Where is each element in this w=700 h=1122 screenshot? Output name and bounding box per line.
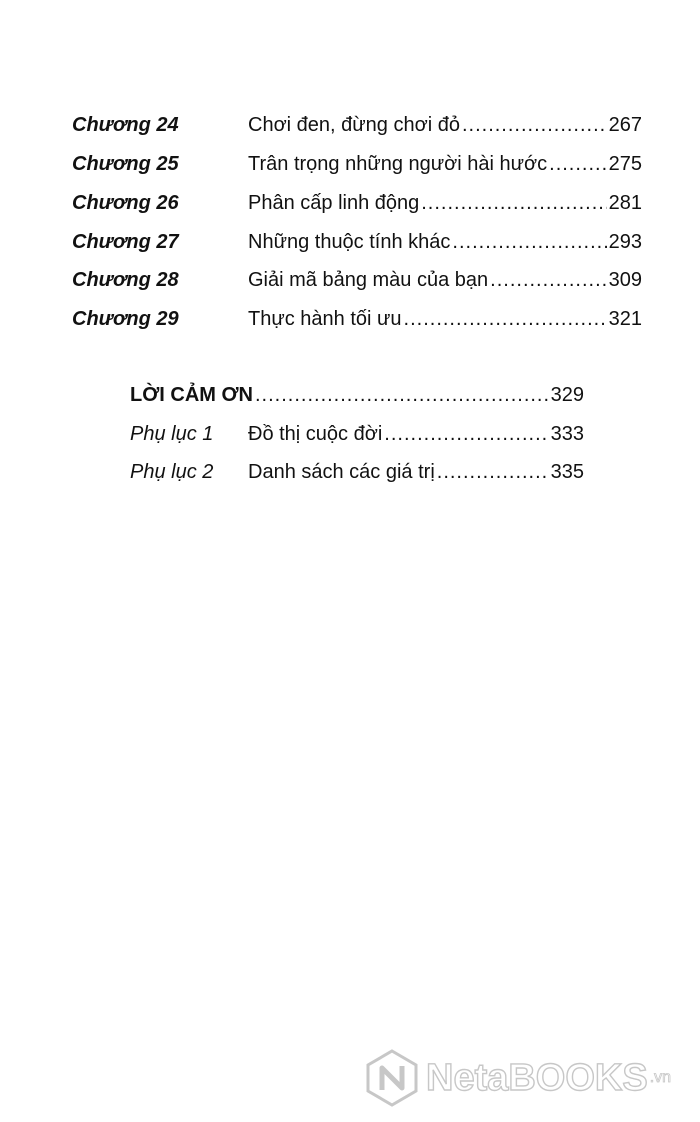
chapter-label: Chương 24 xyxy=(72,114,179,136)
chapter-entry xyxy=(248,265,642,295)
chapter-title: Thực hành tối ưu xyxy=(248,308,402,330)
toc-row-chapter-26[interactable] xyxy=(72,188,642,218)
watermark-suffix: .vn xyxy=(649,1069,672,1086)
page-number: 293 xyxy=(608,231,642,253)
page-number: 329 xyxy=(550,384,584,406)
page-number: 267 xyxy=(608,114,642,136)
chapter-label: Chương 28 xyxy=(72,269,179,291)
toc-row-chapter-29[interactable] xyxy=(72,304,642,334)
toc-row-chapter-28[interactable] xyxy=(72,265,642,295)
dot-leader xyxy=(255,380,549,410)
chapter-entry xyxy=(248,188,642,218)
page-number: 335 xyxy=(550,461,584,483)
page-number: 309 xyxy=(608,269,642,291)
dot-leader xyxy=(384,419,548,449)
chapter-label: Chương 26 xyxy=(72,192,179,214)
appendix-entry xyxy=(248,457,584,487)
chapter-label: Chương 27 xyxy=(72,231,179,253)
netabooks-watermark xyxy=(364,1046,684,1110)
appendix-title: Danh sách các giá trị xyxy=(248,461,435,483)
acknowledgements-title: LỜI CẢM ƠN xyxy=(130,384,253,406)
toc-row-appendix-2[interactable] xyxy=(130,457,584,487)
dot-leader xyxy=(437,457,549,487)
appendix-entry xyxy=(248,419,584,449)
dot-leader xyxy=(549,149,606,179)
chapter-entry xyxy=(248,149,642,179)
chapter-entry xyxy=(248,227,642,257)
chapter-title: Chơi đen, đừng chơi đỏ xyxy=(248,114,460,136)
chapter-label: Chương 25 xyxy=(72,153,179,175)
watermark-brand: NetaBOOKS xyxy=(426,1056,648,1099)
appendix-title: Đồ thị cuộc đời xyxy=(248,423,383,445)
dot-leader xyxy=(452,227,606,257)
chapter-entry xyxy=(248,304,642,334)
netabooks-logo-icon xyxy=(364,1048,420,1108)
toc-row-chapter-24[interactable] xyxy=(72,110,642,140)
dot-leader xyxy=(462,110,607,140)
page-number: 321 xyxy=(608,308,642,330)
toc-row-chapter-25[interactable] xyxy=(72,149,642,179)
acknowledgements-entry xyxy=(130,380,584,410)
toc-row-acknowledgements[interactable] xyxy=(130,380,584,410)
chapter-entry xyxy=(248,110,642,140)
page-number: 333 xyxy=(550,423,584,445)
dot-leader xyxy=(421,188,606,218)
dot-leader xyxy=(490,265,606,295)
page-number: 281 xyxy=(608,192,642,214)
page-number: 275 xyxy=(608,153,642,175)
chapter-title: Giải mã bảng màu của bạn xyxy=(248,269,489,291)
appendix-label: Phụ lục 2 xyxy=(130,461,214,483)
appendix-label: Phụ lục 1 xyxy=(130,423,214,445)
chapter-label: Chương 29 xyxy=(72,308,179,330)
chapter-title: Phân cấp linh động xyxy=(248,192,420,214)
toc-row-chapter-27[interactable] xyxy=(72,227,642,257)
chapter-title: Trân trọng những người hài hước xyxy=(248,153,548,175)
chapter-title: Những thuộc tính khác xyxy=(248,231,451,253)
dot-leader xyxy=(404,304,607,334)
toc-row-appendix-1[interactable] xyxy=(130,419,584,449)
